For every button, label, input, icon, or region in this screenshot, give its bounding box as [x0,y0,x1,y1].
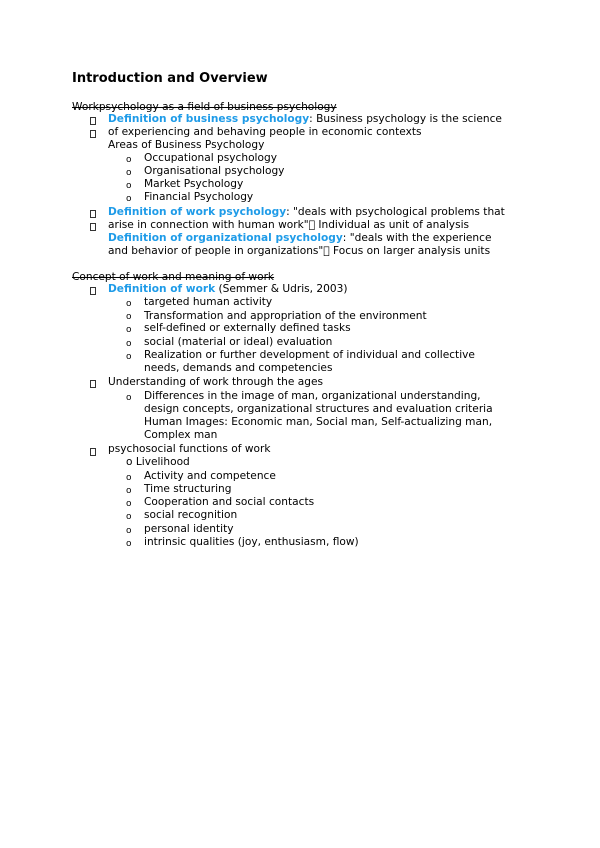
circle-bullet-icon: o [126,499,132,509]
list-item: Financial Psychology [144,191,254,203]
definition-business-psychology [108,113,502,126]
definition-text-continued: of experiencing and behaving people in economic contexts [108,126,422,138]
list-item: self-defined or externally defined tasks [144,322,351,334]
section-heading-workpsychology: Workpsychology as a field of business psychology [72,101,337,113]
circle-bullet-icon: o [126,512,132,522]
page-title: Introduction and Overview [72,71,268,86]
definition-text: : "deals with the experience [342,232,492,244]
list-item: Market Psychology [144,178,244,190]
circle-bullet-icon: o [126,312,132,322]
circle-bullet-icon: o [126,526,132,536]
checkbox-bullet-icon [90,223,96,231]
list-item: Differences in the image of man, organizational understanding, [144,390,481,402]
areas-heading: Areas of Business Psychology [108,139,265,151]
list-item-continued: needs, demands and competencies [144,362,333,374]
definition-text-continued: arise in connection with human work" Individual as unit of analysis [108,219,463,231]
list-item: Transformation and appropriation of the environment [144,310,427,322]
definition-label: Definition of work psychology [108,206,287,218]
list-item: Organisational psychology [144,165,285,177]
checkbox-bullet-icon [90,448,96,456]
list-item: intrinsic qualities (joy, enthusiasm, flow) [144,536,359,548]
list-item: Activity and competence [144,470,276,482]
list-item-continued: Complex man [144,429,218,441]
list-item: o Livelihood [126,456,190,468]
circle-bullet-icon: o [126,352,132,362]
circle-bullet-icon: o [126,325,132,335]
circle-bullet-icon: o [126,393,132,403]
checkbox-bullet-icon [90,210,96,218]
circle-bullet-icon: o [126,486,132,496]
circle-bullet-icon: o [126,473,132,483]
list-item: Cooperation and social contacts [144,496,315,508]
circle-bullet-icon: o [126,181,132,191]
list-item: Realization or further development of individual and collective [144,349,475,361]
list-item: targeted human activity [144,296,273,308]
list-item: Time structuring [144,483,232,495]
section-heading-concept-of-work: Concept of work and meaning of work [72,271,275,283]
citation: (Semmer & Udris, 2003) [215,283,348,295]
list-item: personal identity [144,523,234,535]
list-item-continued: Human Images: Economic man, Social man, Self-actualizing man, [144,416,493,428]
definition-label: Definition of work [108,283,216,295]
circle-bullet-icon: o [126,194,132,204]
circle-bullet-icon: o [126,299,132,309]
checkbox-bullet-icon [90,130,96,138]
definition-text: : Business psychology is the science [309,113,502,125]
definition-text-continued: and behavior of people in organizations" Focus on larger analysis units [108,245,484,257]
checkbox-bullet-icon [90,380,96,388]
circle-bullet-icon: o [126,155,132,165]
list-item-continued: design concepts, organizational structures and evaluation criteria [144,403,493,415]
psychosocial-heading: psychosocial functions of work [108,443,271,455]
list-item: Occupational psychology [144,152,277,164]
definition-text: : "deals with psychological problems that [286,206,505,218]
definition-label: Definition of organizational psychology [108,232,343,244]
list-item: social recognition [144,509,238,521]
definition-organizational-psychology [108,232,491,245]
definition-work-psychology [108,206,505,219]
checkbox-bullet-icon [90,117,96,125]
list-item: social (material or ideal) evaluation [144,336,333,348]
circle-bullet-icon: o [126,339,132,349]
checkbox-bullet-icon [90,287,96,295]
definition-of-work [108,283,348,296]
circle-bullet-icon: o [126,168,132,178]
ages-heading: Understanding of work through the ages [108,376,323,388]
circle-bullet-icon: o [126,539,132,549]
definition-label: Definition of business psychology [108,113,310,125]
